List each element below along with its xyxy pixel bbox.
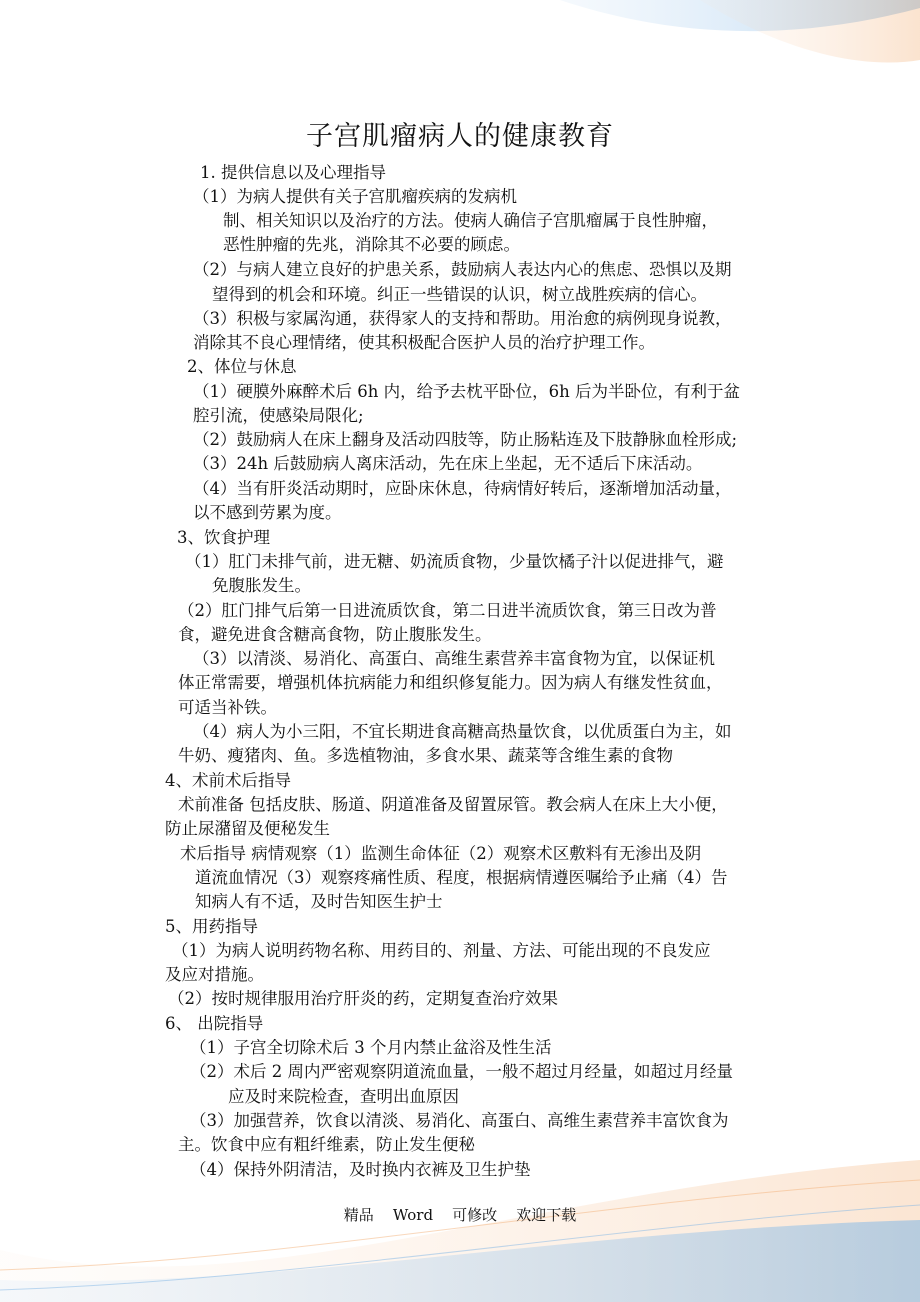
- text-line: 牛奶、瘦猪肉、鱼。多选植物油，多食水果、蔬菜等含维生素的食物: [178, 746, 673, 765]
- text-line: 防止尿潴留及便秘发生: [165, 819, 330, 838]
- text-line: （4）保持外阴清洁，及时换内衣裤及卫生护垫: [190, 1160, 531, 1179]
- section-4-heading: 4、术前术后指导: [165, 771, 291, 790]
- text-line: （1）硬膜外麻醉术后 6h 内，给予去枕平卧位，6h 后为半卧位，有利于盆: [193, 382, 740, 401]
- text-line: （3）加强营养，饮食以清淡、易消化、高蛋白、高维生素营养丰富饮食为: [190, 1111, 729, 1130]
- text-line: （1）子宫全切除术后 3 个月内禁止盆浴及性生活: [190, 1038, 552, 1057]
- document-title: 子宫肌瘤病人的健康教育: [306, 121, 614, 152]
- section-1-heading: 1. 提供信息以及心理指导: [200, 163, 386, 182]
- text-line: 制、相关知识以及治疗的方法。使病人确信子宫肌瘤属于良性肿瘤，: [223, 211, 718, 230]
- text-line: （4）当有肝炎活动期时，应卧床休息，待病情好转后，逐渐增加活动量，: [193, 479, 732, 498]
- section-2-heading: 2、体位与休息: [187, 357, 297, 376]
- text-line: 体正常需要，增强机体抗病能力和组织修复能力。因为病人有继发性贫血，: [178, 673, 723, 692]
- text-line: 应及时来院检查，查明出血原因: [228, 1087, 459, 1106]
- text-line: （3）24h 后鼓励病人离床活动，先在床上坐起，无不适后下床活动。: [193, 454, 703, 473]
- text-line: （3）以清淡、易消化、高蛋白、高维生素营养丰富食物为宜，以保证机: [193, 649, 715, 668]
- text-line: 知病人有不适，及时告知医生护士: [195, 892, 443, 911]
- text-line: （1）肛门未排气前，进无糖、奶流质食物，少量饮橘子汁以促进排气，避: [185, 552, 724, 571]
- text-line: 望得到的机会和环境。纠正一些错误的认识，树立战胜疾病的信心。: [212, 285, 707, 304]
- section-3-heading: 3、饮食护理: [177, 528, 270, 547]
- text-line: 消除其不良心理情绪，使其积极配合医护人员的治疗护理工作。: [193, 333, 655, 352]
- text-line: 免腹胀发生。: [212, 576, 311, 595]
- text-line: 可适当补铁。: [178, 698, 277, 717]
- text-line: （2）与病人建立良好的护患关系，鼓励病人表达内心的焦虑、恐惧以及期: [193, 260, 732, 279]
- text-line: 主。饮食中应有粗纤维素，防止发生便秘: [178, 1135, 475, 1154]
- text-line: 腔引流，使感染局限化;: [193, 406, 364, 425]
- text-line: 道流血情况（3）观察疼痛性质、程度，根据病情遵医嘱给予止痛（4）告: [195, 868, 728, 887]
- text-line: （2）肛门排气后第一日进流质饮食，第二日进半流质饮食，第三日改为普: [178, 601, 717, 620]
- text-line: 及应对措施。: [165, 965, 264, 984]
- text-line: （3）积极与家属沟通，获得家人的支持和帮助。用治愈的病例现身说教，: [193, 309, 732, 328]
- text-line: （4）病人为小三阳，不宜长期进食高糖高热量饮食，以优质蛋白为主，如: [193, 722, 732, 741]
- text-line: （2）按时规律服用治疗肝炎的药，定期复查治疗效果: [168, 989, 558, 1008]
- footer-note: 精品 Word 可修改 欢迎下载: [343, 1206, 577, 1224]
- text-line: 恶性肿瘤的先兆，消除其不必要的顾虑。: [223, 235, 520, 254]
- text-line: 食，避免进食含糖高食物，防止腹胀发生。: [178, 625, 492, 644]
- text-line: （2）术后 2 周内严密观察阴道流血量，一般不超过月经量，如超过月经量: [190, 1062, 733, 1081]
- section-5-heading: 5、用药指导: [165, 917, 258, 936]
- text-line: 以不感到劳累为度。: [193, 503, 342, 522]
- text-line: （1）为病人提供有关子宫肌瘤疾病的发病机: [193, 187, 517, 206]
- section-6-heading: 6、 出院指导: [165, 1014, 264, 1033]
- text-line: 术前准备 包括皮肤、肠道、阴道准备及留置尿管。教会病人在床上大小便，: [178, 795, 728, 814]
- text-line: （1）为病人说明药物名称、用药目的、剂量、方法、可能出现的不良发应: [172, 941, 711, 960]
- text-line: （2）鼓励病人在床上翻身及活动四肢等，防止肠粘连及下肢静脉血栓形成;: [193, 430, 738, 449]
- top-right-orange-wave: [700, 0, 920, 63]
- text-line: 术后指导 病情观察（1）监测生命体征（2）观察术区敷料有无渗出及阴: [180, 844, 702, 863]
